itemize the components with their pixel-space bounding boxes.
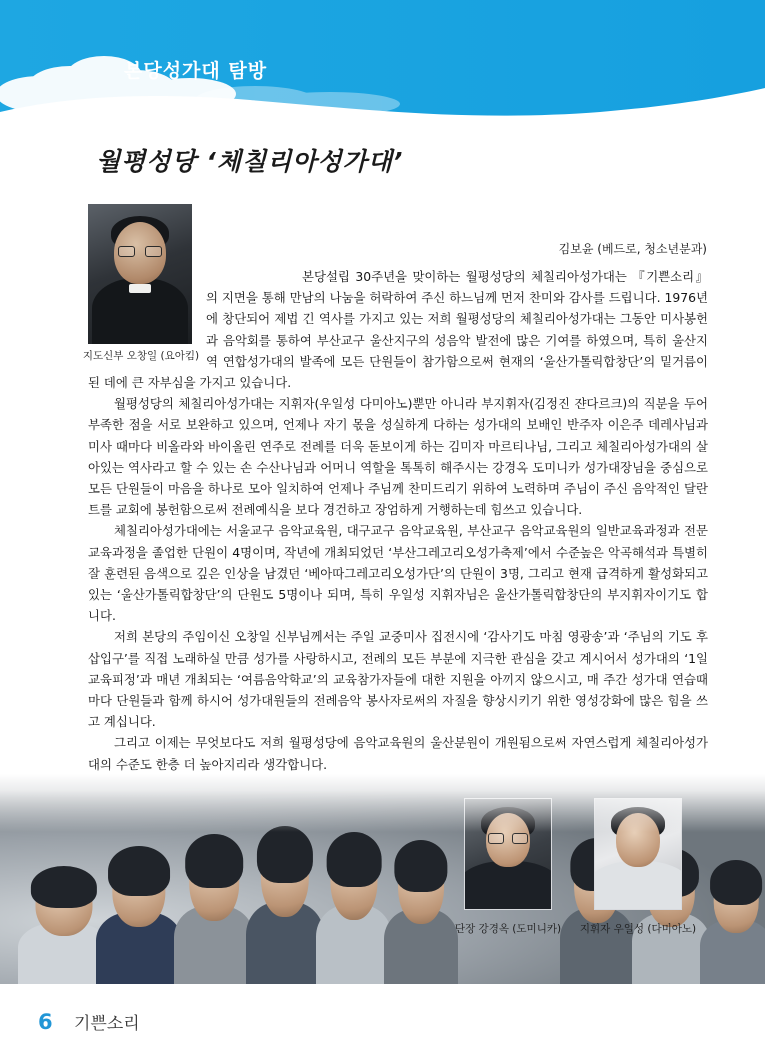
choir-member [96, 846, 182, 984]
glasses-icon [488, 833, 528, 844]
byline: 김보윤 (베드로, 청소년분과) [558, 242, 707, 256]
choir-member [246, 826, 324, 984]
choir-member [316, 832, 392, 984]
choir-member [174, 834, 254, 984]
paragraph-1: 본당설립 30주년을 맞이하는 월평성당의 체칠리아성가대는 『기쁜소리』의 지면을 통해 만남의 나눔을 허락하여 주신 하느님께 먼저 찬미와 감사를 드립니다. 1976년에 창단되어 제법 긴 역사를 가지고 있는 저희 월평성당의 체칠리아성가대는 그동안 미사봉헌과 음악회를 통하여 부산교구 울산지구의 성음악 발전에 많은 기여를 하였으며, 특히 울산지역 연합성가대의 발족에 모든 단원들이 참가함으로써 현재의 ‘울산가톨릭합창단’의 밑거름이 된 데에 큰 자부심을 가지고 있습니다. [88, 269, 708, 391]
priest-photo-caption: 지도신부 오창일 (요아킴) [82, 350, 200, 362]
photo-fade-overlay [0, 774, 765, 832]
paragraph-2: 월평성당의 체칠리아성가대는 지휘자(우일성 다미아노)뿐만 아니라 부지휘자(김정진 쟌다르크)의 직분을 두어 부족한 점을 서로 보완하고 있으며, 언제나 자기 몫을 성실하게 다하는 성가대의 보배인 반주자 이은주 데레사님과 미사 때마다 비올라와 바이올린 연주로 전례를 더욱 돋보이게 하는 김미자 마르티나님, 그리고 체칠리아성가대의 살아있는 역사라고 할 수 있는 손 수산나님과 어머니 역할을 톡톡히 해주시는 강경옥 도미니카 성가대장님을 중심으로 모든 단원들이 마음을 하나로 모아 일치하여 언제나 주님께 찬미드리기 위하여 노력하며 주님이 주신 음악적인 달란트를 교회에 봉헌함으로써 전례예식을 보다 경건하고 장엄하게 거행하는데 힘쓰고 있습니다. [88, 396, 708, 518]
portrait-conductor-caption: 지휘자 우일성 (다미아노) [579, 923, 697, 935]
publication-title: 기쁜소리 [74, 1014, 140, 1034]
choir-group-photo [0, 774, 765, 984]
article-body [88, 266, 708, 838]
choir-member [700, 860, 765, 984]
page-footer [0, 984, 765, 1054]
page-number: 6 [38, 1010, 53, 1034]
banner-title: 본당성가대 탐방 [124, 60, 268, 82]
paragraph-4: 저희 본당의 주임이신 오창일 신부님께서는 주일 교중미사 집전시에 ‘감사기도 마침 영광송’과 ‘주님의 기도 후 삽입구’를 직접 노래하실 만큼 성가를 사랑하시고, 전례의 모든 부분에 지극한 관심을 갖고 계시어서 성가대의 ‘1일 교육피정’과 매년 개최되는 ‘여름음악학교’의 교육참가자들에 대한 지원을 아끼지 않으시고, 매 주간 성가대 연습때마다 단원들과 함께 하시어 성가대원들의 전례음악 봉사자로써의 자질을 향상시키기 위한 영성강화에 많은 힘을 쓰고 계십니다. [88, 629, 708, 730]
choir-member [384, 840, 458, 984]
glasses-icon [118, 246, 162, 257]
paragraph-5: 그리고 이제는 무엇보다도 저희 월평성당에 음악교육원의 울산분원이 개원됨으로써 자연스럽게 체칠리아성가대의 수준도 한층 더 높아지리라 생각합니다. [88, 735, 708, 772]
page-banner [0, 0, 765, 132]
page-title: 월평성당 ‘체칠리아성가대’ [96, 147, 404, 176]
portrait-choir-leader-caption: 단장 강경옥 (도미니카) [454, 923, 562, 935]
photo-wrap-spacer [88, 266, 206, 362]
paragraph-3: 체칠리아성가대에는 서울교구 음악교육원, 대구교구 음악교육원, 부산교구 음악교육원의 일반교육과정과 전문교육과정을 졸업한 단원이 4명이며, 작년에 개최되었던 ‘부산그레고리오성가축제’에서 수준높은 악곡해석과 특별히 잘 훈련된 음색으로 깊은 인상을 남겼던 ‘베아따그레고리오성가단’의 단원이 3명, 그리고 현재 급격하게 활성화되고 있는 ‘울산가톨릭합창단’의 단원도 5명이나 되며, 특히 우일성 지휘자님은 울산가톨릭합창단의 부지휘자이기도 합니다. [88, 523, 708, 624]
